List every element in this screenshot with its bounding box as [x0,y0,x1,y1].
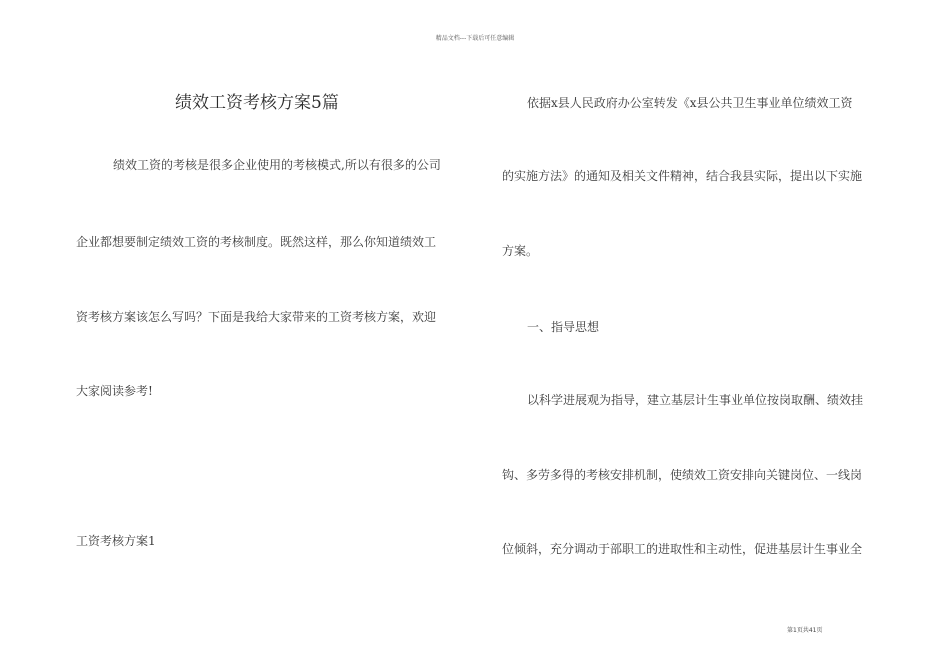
body-line: 的实施方法》的通知及相关文件精神，结合我县实际，提出以下实施 [502,169,863,183]
intro-line: 大家阅读参考! [76,384,153,398]
section-heading: 一、指导思想 [527,320,600,334]
header-note: 精品文档---下载后可任意编辑 [435,35,515,42]
body-line: 以科学进展观为指导，建立基层计生事业单位按岗取酬、绩效挂 [527,393,864,407]
body-line: 钩、多劳多得的考核安排机制，使绩效工资安排向关键岗位、一线岗 [502,468,863,482]
body-line: 依据x县人民政府办公室转发《x县公共卫生事业单位绩效工资 [527,96,853,110]
body-line: 方案。 [502,244,539,258]
page-indicator: 第1页共41页 [787,627,823,634]
section-heading: 工资考核方案1 [76,534,156,548]
intro-line: 绩效工资的考核是很多企业使用的考核模式,所以有很多的公司 [113,158,441,172]
document-title: 绩效工资考核方案5篇 [175,93,339,113]
intro-line: 资考核方案该怎么写吗？下面是我给大家带来的工资考核方案，欢迎 [76,310,437,324]
intro-line: 企业都想要制定绩效工资的考核制度。既然这样，那么你知道绩效工 [76,235,437,249]
body-line: 位倾斜，充分调动于部职工的进取性和主动性，促进基层计生事业全 [502,542,863,556]
